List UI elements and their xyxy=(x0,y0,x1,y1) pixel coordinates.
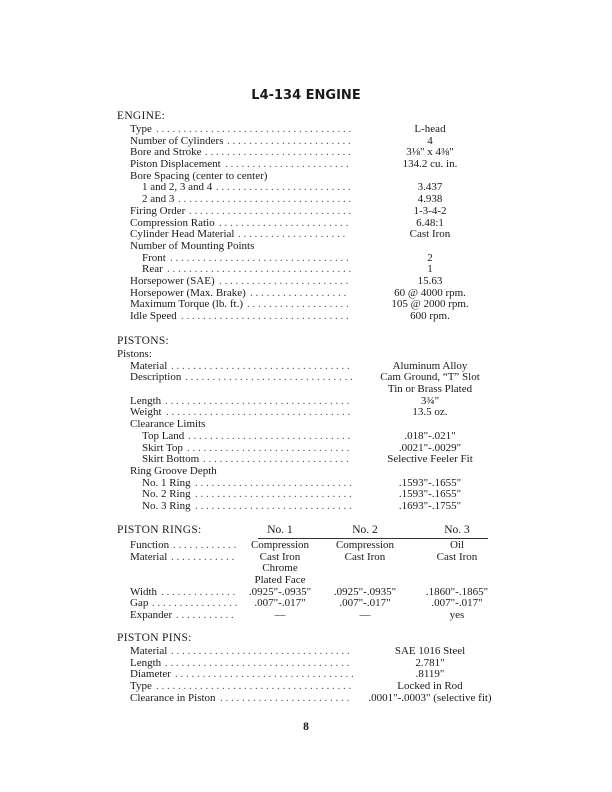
ring-value-no1: Compression xyxy=(250,539,310,551)
ring-value-no3: .1860"-.1865" xyxy=(425,585,489,598)
spec-label: Idle Speed xyxy=(130,310,177,322)
ring-value-no3: yes xyxy=(449,609,465,622)
page-number: 8 xyxy=(303,721,309,733)
spec-value: 1 xyxy=(427,263,433,276)
ring-spec-row xyxy=(0,563,612,575)
spec-value: .1593"-.1655" xyxy=(398,476,462,489)
spec-label: Number of Mounting Points xyxy=(130,239,255,252)
spec-label: Piston Displacement xyxy=(130,158,221,171)
rings-spec-table xyxy=(0,540,612,622)
spec-label: Cylinder Head Material xyxy=(130,228,235,241)
spec-label: Diameter xyxy=(130,668,171,681)
dot-leader: . . . . . . . . . . . . . . . . . . . . . . . . . . . . . . . xyxy=(185,371,353,384)
spec-value: 60 @ 4000 rpm. xyxy=(394,286,466,299)
ring-value-no1: — xyxy=(274,609,286,622)
spec-row xyxy=(0,206,612,218)
spec-value: Aluminum Alloy xyxy=(392,359,468,372)
ring-spec-row xyxy=(0,598,612,610)
spec-label: Bore Spacing (center to center) xyxy=(130,169,268,182)
spec-label: Weight xyxy=(130,406,162,419)
spec-value: 1-3-4-2 xyxy=(413,204,447,217)
ring-value-no2: .007"-.017" xyxy=(339,597,391,610)
spec-row xyxy=(0,454,612,466)
spec-label: Skirt Top xyxy=(142,441,183,454)
section-heading-pistons: PISTONS: xyxy=(117,335,170,347)
dot-leader: . . . . . . . . . . . . . . . . . . . . . . . . . . . xyxy=(205,146,351,159)
spec-row xyxy=(0,372,612,384)
ring-spec-row xyxy=(0,540,612,552)
ring-value-no2: Cast Iron xyxy=(344,550,386,563)
dot-leader: . . . . . . . . . . . . . . . . . . . . . . . . . . . . . . . . . . xyxy=(165,394,350,407)
dot-leader: . . . . . . . . . . . . . . . . . . . . . . . . . . . . . . . . . xyxy=(171,359,350,372)
spec-label: 2 and 3 xyxy=(142,193,175,206)
dot-leader: . . . . . . . . . . . . . . . . . . . . . . . xyxy=(227,134,351,147)
spec-label: Length xyxy=(130,656,162,669)
spec-row xyxy=(0,407,612,419)
spec-label: Expander xyxy=(130,609,173,622)
page-title: L4-134 ENGINE xyxy=(251,88,361,103)
spec-label: Pistons: xyxy=(117,348,152,360)
dot-leader: . . . . . . . . . . . . . . . . . . . . . . . . . . . . . . . xyxy=(181,310,349,322)
spec-row xyxy=(0,349,612,361)
spec-value: 3⅛" x 4⅜" xyxy=(406,146,454,159)
spec-label: Material xyxy=(130,359,168,372)
spec-row xyxy=(0,159,612,171)
dot-leader: . . . . . . . . . . . . . . . . . . . . . . . . . . . . . . . . . . . . xyxy=(156,123,352,135)
dot-leader: . . . . . . . . . . . . . . . . . . . . . . . . . . . . . xyxy=(195,476,352,489)
dot-leader: . . . . . . . . . . . . xyxy=(171,550,235,563)
spec-row xyxy=(0,693,612,705)
ring-value-no3: Oil xyxy=(449,539,465,551)
spec-row xyxy=(0,241,612,253)
spec-row xyxy=(0,384,612,396)
dot-leader: . . . . . . . . . . . . . . . . . . . . . . . . . . . xyxy=(203,453,349,466)
spec-label: Type xyxy=(130,680,152,693)
dot-leader: . . . . . . . . . . . . . . . . . . . . . . . . xyxy=(219,216,349,229)
spec-label: Front xyxy=(142,251,166,264)
spec-value: .1593"-.1655" xyxy=(398,488,462,501)
section-heading-piston-rings: PISTON RINGS: xyxy=(117,524,202,536)
spec-label: Skirt Bottom xyxy=(142,453,200,466)
dot-leader: . . . . . . . . . . . . . . . . . . . . . . . . . . . . . . . . . . xyxy=(166,406,351,419)
ring-value-no1: Plated Face xyxy=(254,574,306,587)
spec-value: 3¾" xyxy=(420,394,440,407)
ring-value-no2: — xyxy=(359,609,371,622)
dot-leader: . . . . . . . . . . . . . . . . . . . . . . . . . . . . . xyxy=(195,488,352,501)
engine-spec-list xyxy=(0,124,612,323)
spec-label: Type xyxy=(130,123,152,135)
dot-leader: . . . . . . . . . . . . . . . . . . . . xyxy=(238,228,346,241)
dot-leader: . . . . . . . . . . . . . . . . . . . . . . . . xyxy=(220,691,350,704)
spec-label: Compression Ratio xyxy=(130,216,215,229)
spec-label: Material xyxy=(130,645,168,657)
ring-value-no1: Chrome xyxy=(262,562,298,575)
ring-value-no2: .0925"-.0935" xyxy=(333,585,397,598)
ring-value-no2: Compression xyxy=(335,539,395,551)
ring-spec-row xyxy=(0,610,612,622)
spec-row xyxy=(0,276,612,288)
spec-value: 134.2 cu. in. xyxy=(402,158,458,171)
spec-row xyxy=(0,229,612,241)
rings-column-headers xyxy=(0,524,612,537)
spec-value: .0021"-.0029" xyxy=(398,441,462,454)
spec-value: .8119" xyxy=(415,668,445,681)
spec-value: SAE 1016 Steel xyxy=(394,645,466,657)
spec-row xyxy=(0,681,612,693)
spec-value: .0001"-.0003" (selective fit) xyxy=(368,691,492,704)
column-header-no3: No. 3 xyxy=(444,524,470,536)
dot-leader: . . . . . . . . . . . . . . . . . . . . . . . . . . . . . . xyxy=(189,204,352,217)
dot-leader: . . . . . . . . . . . . . . . . . . . . . . . . . . . . . . . . . . xyxy=(167,263,352,276)
spec-label: Length xyxy=(130,394,162,407)
spec-row xyxy=(0,466,612,478)
spec-label: No. 2 Ring xyxy=(142,488,191,501)
ring-value-no3: Cast Iron xyxy=(436,550,478,563)
spec-value: 15.63 xyxy=(417,274,443,287)
column-header-no1: No. 1 xyxy=(267,524,293,536)
spec-row xyxy=(0,501,612,513)
dot-leader: . . . . . . . . . . . . . . . . . . . . . . . . . . . . . . . . xyxy=(178,193,352,206)
ring-spec-row xyxy=(0,575,612,587)
ring-value-no3: .007"-.017" xyxy=(431,597,483,610)
spec-row xyxy=(0,124,612,136)
spec-row xyxy=(0,646,612,658)
spec-label: 1 and 2, 3 and 4 xyxy=(142,181,213,194)
spec-label: Bore and Stroke xyxy=(130,146,202,159)
dot-leader: . . . . . . . . . . . . . . . . xyxy=(152,597,238,610)
dot-leader: . . . . . . . . . . . . . . . . . . . . . . . . . . . . . . . . . . xyxy=(165,656,350,669)
dot-leader: . . . . . . . . . . . . . . . . . . xyxy=(250,286,347,299)
spec-label: No. 3 Ring xyxy=(142,499,191,512)
spec-value: Cast Iron xyxy=(409,228,451,241)
spec-value: .1693"-.1755" xyxy=(398,499,462,512)
spec-value: 2 xyxy=(427,251,433,264)
spec-label: Firing Order xyxy=(130,204,186,217)
dot-leader: . . . . . . . . . . . . . . . . . . . . . . . . . . . . . xyxy=(195,499,352,512)
spec-label: Horsepower (SAE) xyxy=(130,274,215,287)
ring-value-no1: Cast Iron xyxy=(259,550,301,563)
spec-label: No. 1 Ring xyxy=(142,476,191,489)
spec-value: Locked in Rod xyxy=(397,680,463,693)
spec-label: Function xyxy=(130,539,170,551)
column-header-no2: No. 2 xyxy=(352,524,378,536)
ring-value-no1: .007"-.017" xyxy=(254,597,306,610)
ring-spec-row xyxy=(0,587,612,599)
spec-value: 13.5 oz. xyxy=(412,406,448,419)
spec-value: 105 @ 2000 rpm. xyxy=(391,298,469,311)
pistons-spec-list xyxy=(0,349,612,513)
spec-value: 4.938 xyxy=(417,193,443,206)
dot-leader: . . . . . . . . . . . . . . . . . . . . . . . . . . . . . . xyxy=(187,441,350,454)
spec-label: Rear xyxy=(142,263,163,276)
section-heading-piston-pins: PISTON PINS: xyxy=(117,632,192,644)
spec-value: Cam Ground, “T” Slot xyxy=(380,371,480,384)
dot-leader: . . . . . . . . . . . . . . . . . . . . . . . . . . . . . . . . . xyxy=(175,668,354,681)
pins-spec-list xyxy=(0,646,612,704)
dot-leader: . . . . . . . . . . . . . . . . . . . . . . . . . xyxy=(216,181,351,194)
section-heading-engine: ENGINE: xyxy=(117,110,166,122)
spec-label: Maximum Torque (lb. ft.) xyxy=(130,298,243,311)
spec-value: 2.781" xyxy=(415,656,445,669)
dot-leader: . . . . . . . . . . . . . . . . . . . . . . . . . . . . . . . . . xyxy=(170,251,349,264)
spec-label: Clearance Limits xyxy=(130,418,206,431)
spec-label: Top Land xyxy=(142,429,185,442)
spec-label: Material xyxy=(130,550,168,563)
spec-value: .018"-.021" xyxy=(404,429,456,442)
spec-value: Tin or Brass Plated xyxy=(387,383,473,396)
dot-leader: . . . . . . . . . . . . . . . . . . . . . . . xyxy=(225,158,349,171)
dot-leader: . . . . . . . . . . . . . . xyxy=(161,585,236,598)
spec-value: L-head xyxy=(414,123,446,135)
spec-value: 600 rpm. xyxy=(410,310,450,322)
dot-leader: . . . . . . . . . . . . . . . . . . . . . . . . . . . . . . . . . xyxy=(171,645,350,657)
spec-label: Width xyxy=(130,585,158,598)
spec-value: 6.48:1 xyxy=(416,216,444,229)
spec-label: Number of Cylinders xyxy=(130,134,224,147)
ring-value-no1: .0925"-.0935" xyxy=(248,585,312,598)
dot-leader: . . . . . . . . . . . . . . . . . . . xyxy=(247,298,349,311)
spec-label: Description xyxy=(130,371,182,384)
spec-row xyxy=(0,431,612,443)
spec-label: Gap xyxy=(130,597,149,610)
dot-leader: . . . . . . . . . . . . . . . . . . . . . . . . . . . . . . . . . . . . xyxy=(156,680,352,693)
spec-value: Selective Feeler Fit xyxy=(387,453,473,466)
dot-leader: . . . . . . . . . . . . . . . . . . . . . . . . xyxy=(219,274,349,287)
dot-leader: . . . . . . . . . . . . . . . . . . . . . . . . . . . . . . xyxy=(188,429,351,442)
spec-value: 4 xyxy=(427,134,433,147)
spec-row xyxy=(0,311,612,323)
ring-spec-row xyxy=(0,552,612,564)
dot-leader: . . . . . . . . . . . . xyxy=(173,539,237,551)
dot-leader: . . . . . . . . . . . xyxy=(176,609,234,622)
spec-label: Horsepower (Max. Brake) xyxy=(130,286,246,299)
spec-value: 3.437 xyxy=(417,181,443,194)
spec-label: Clearance in Piston xyxy=(130,691,216,704)
spec-label: Ring Groove Depth xyxy=(130,464,217,477)
